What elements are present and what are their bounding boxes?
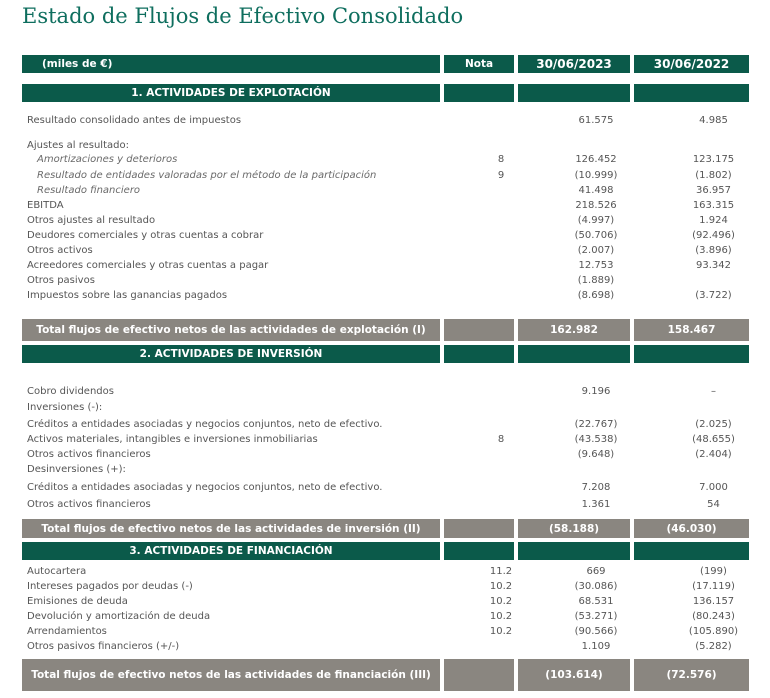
table-row bbox=[22, 215, 749, 229]
row-nota: 10.2 bbox=[489, 611, 513, 622]
table-row bbox=[22, 434, 749, 448]
row-nota: 10.2 bbox=[489, 596, 513, 607]
row-label: Amortizaciones y deterioros bbox=[37, 154, 178, 165]
table-row bbox=[22, 581, 749, 595]
row-value-2023: (90.566) bbox=[574, 626, 618, 637]
row-value-2023: (10.999) bbox=[574, 170, 618, 181]
row-value-2023: 61.575 bbox=[578, 115, 614, 126]
row-value-2023: 12.753 bbox=[578, 260, 614, 271]
row-label: Otros activos financieros bbox=[27, 449, 151, 460]
total-explotacion-2023: 162.982 bbox=[518, 319, 630, 341]
row-value-2022: (80.243) bbox=[692, 611, 735, 622]
section-bar-cell bbox=[444, 84, 514, 102]
row-value-2022: 123.175 bbox=[692, 154, 735, 165]
total-inversion-2023: (58.188) bbox=[518, 519, 630, 538]
header-col-2022: 30/06/2022 bbox=[634, 55, 749, 73]
row-label: Intereses pagados por deudas (-) bbox=[27, 581, 193, 592]
section-financiacion: 3. ACTIVIDADES DE FINANCIACIÓN bbox=[22, 542, 440, 560]
section-bar-cell bbox=[444, 542, 514, 560]
row-value-2023: 9.196 bbox=[581, 386, 611, 397]
table-row bbox=[22, 115, 749, 129]
table-row bbox=[22, 419, 749, 433]
row-value-2022: 7.000 bbox=[699, 482, 728, 493]
total-inversion-2022: (46.030) bbox=[634, 519, 749, 538]
row-value-2023: 669 bbox=[586, 566, 606, 577]
row-label: Cobro dividendos bbox=[27, 386, 114, 397]
row-nota: 11.2 bbox=[489, 566, 513, 577]
row-value-2022: (92.496) bbox=[692, 230, 735, 241]
row-value-2023: 218.526 bbox=[575, 200, 617, 211]
section-bar-cell bbox=[634, 345, 749, 363]
section-bar-cell bbox=[444, 345, 514, 363]
section-explotacion: 1. ACTIVIDADES DE EXPLOTACIÓN bbox=[22, 84, 440, 102]
table-row bbox=[22, 200, 749, 214]
table-row bbox=[22, 611, 749, 625]
section-bar-cell bbox=[634, 542, 749, 560]
table-row bbox=[22, 499, 749, 513]
table-row bbox=[22, 290, 749, 304]
table-row bbox=[22, 464, 749, 478]
total-financiacion-label: Total flujos de efectivo netos de las actividades de financiación (III) bbox=[22, 659, 440, 691]
row-label: Emisiones de deuda bbox=[27, 596, 128, 607]
table-row bbox=[22, 596, 749, 610]
row-label: Desinversiones (+): bbox=[27, 464, 126, 475]
table-row bbox=[22, 641, 749, 655]
row-label: Deudores comerciales y otras cuentas a cobrar bbox=[27, 230, 264, 241]
row-label: Resultado financiero bbox=[37, 185, 141, 196]
table-row bbox=[22, 386, 749, 400]
row-value-2022: 36.957 bbox=[696, 185, 731, 196]
total-financiacion-2023: (103.614) bbox=[518, 659, 630, 691]
row-value-2022: (5.282) bbox=[695, 641, 732, 652]
section-bar-cell bbox=[518, 84, 630, 102]
total-cell bbox=[444, 659, 514, 691]
row-value-2023: (43.538) bbox=[574, 434, 618, 445]
header-unit: (miles de €) bbox=[22, 55, 440, 73]
row-value-2022: (2.404) bbox=[695, 449, 732, 460]
table-row bbox=[22, 140, 749, 154]
row-value-2022: (3.896) bbox=[695, 245, 732, 256]
table-row bbox=[22, 245, 749, 259]
table-row bbox=[22, 185, 749, 199]
section-inversion: 2. ACTIVIDADES DE INVERSIÓN bbox=[22, 345, 440, 363]
total-explotacion-label: Total flujos de efectivo netos de las actividades de explotación (I) bbox=[22, 319, 440, 341]
row-label: Otros activos financieros bbox=[27, 499, 151, 510]
row-value-2023: 126.452 bbox=[575, 154, 617, 165]
row-value-2023: (9.648) bbox=[577, 449, 615, 460]
row-value-2023: 41.498 bbox=[578, 185, 614, 196]
row-label: Acreedores comerciales y otras cuentas a pagar bbox=[27, 260, 269, 271]
row-value-2022: 163.315 bbox=[692, 200, 735, 211]
row-nota: 9 bbox=[497, 170, 505, 181]
table-row bbox=[22, 275, 749, 289]
table-row bbox=[22, 482, 749, 496]
row-label: Créditos a entidades asociadas y negocios conjuntos, neto de efectivo. bbox=[27, 482, 383, 493]
page-title: Estado de Flujos de Efectivo Consolidado bbox=[22, 4, 464, 28]
row-label: Inversiones (-): bbox=[27, 402, 103, 413]
table-row bbox=[22, 626, 749, 640]
row-value-2022: (199) bbox=[700, 566, 727, 577]
row-value-2023: (4.997) bbox=[577, 215, 615, 226]
row-nota: 10.2 bbox=[489, 626, 513, 637]
table-row bbox=[22, 566, 749, 580]
row-value-2022: (17.119) bbox=[692, 581, 735, 592]
table-row bbox=[22, 449, 749, 463]
row-value-2023: (30.086) bbox=[574, 581, 618, 592]
row-value-2022: (1.802) bbox=[695, 170, 732, 181]
row-label: Resultado consolidado antes de impuestos bbox=[27, 115, 242, 126]
table-row bbox=[22, 230, 749, 244]
row-label: EBITDA bbox=[27, 200, 64, 211]
section-bar-cell bbox=[518, 542, 630, 560]
row-value-2022: 54 bbox=[707, 499, 720, 510]
row-label: Resultado de entidades valoradas por el método de la participación bbox=[37, 170, 377, 181]
section-bar-cell bbox=[518, 345, 630, 363]
row-label: Otros ajustes al resultado bbox=[27, 215, 156, 226]
row-label: Otros activos bbox=[27, 245, 93, 256]
table-row bbox=[22, 402, 749, 416]
row-value-2023: (8.698) bbox=[577, 290, 615, 301]
total-explotacion-2022: 158.467 bbox=[634, 319, 749, 341]
row-value-2022: (105.890) bbox=[688, 626, 739, 637]
row-label: Créditos a entidades asociadas y negocios conjuntos, neto de efectivo. bbox=[27, 419, 383, 430]
row-label: Devolución y amortización de deuda bbox=[27, 611, 211, 622]
total-cell bbox=[444, 319, 514, 341]
row-label: Impuestos sobre las ganancias pagados bbox=[27, 290, 228, 301]
total-financiacion-2022: (72.576) bbox=[634, 659, 749, 691]
section-bar-cell bbox=[634, 84, 749, 102]
row-value-2023: (22.767) bbox=[574, 419, 618, 430]
row-value-2023: 1.361 bbox=[581, 499, 611, 510]
row-value-2022: (3.722) bbox=[695, 290, 732, 301]
header-col-2023: 30/06/2023 bbox=[518, 55, 630, 73]
row-value-2023: 68.531 bbox=[578, 596, 614, 607]
row-value-2023: (1.889) bbox=[577, 275, 615, 286]
row-value-2022: 136.157 bbox=[692, 596, 735, 607]
row-label: Ajustes al resultado: bbox=[27, 140, 129, 151]
total-cell bbox=[444, 519, 514, 538]
row-value-2023: 7.208 bbox=[581, 482, 611, 493]
row-value-2023: (2.007) bbox=[577, 245, 615, 256]
row-value-2023: (50.706) bbox=[574, 230, 618, 241]
table-row bbox=[22, 154, 749, 168]
row-value-2023: (53.271) bbox=[574, 611, 618, 622]
row-nota: 8 bbox=[497, 154, 505, 165]
row-value-2022: (48.655) bbox=[692, 434, 735, 445]
row-label: Otros pasivos financieros (+/-) bbox=[27, 641, 180, 652]
row-label: Otros pasivos bbox=[27, 275, 95, 286]
total-inversion-label: Total flujos de efectivo netos de las actividades de inversión (II) bbox=[22, 519, 440, 538]
row-label: Autocartera bbox=[27, 566, 87, 577]
row-label: Arrendamientos bbox=[27, 626, 107, 637]
row-label: Activos materiales, intangibles e inversiones inmobiliarias bbox=[27, 434, 318, 445]
header-nota: Nota bbox=[444, 55, 514, 73]
row-value-2022: 4.985 bbox=[699, 115, 728, 126]
row-value-2022: 1.924 bbox=[699, 215, 728, 226]
row-value-2022: 93.342 bbox=[696, 260, 731, 271]
table-row bbox=[22, 260, 749, 274]
row-value-2022: (2.025) bbox=[695, 419, 732, 430]
row-value-2022: – bbox=[711, 386, 716, 397]
row-nota: 10.2 bbox=[489, 581, 513, 592]
row-nota: 8 bbox=[497, 434, 505, 445]
row-value-2023: 1.109 bbox=[581, 641, 611, 652]
table-row bbox=[22, 170, 749, 184]
